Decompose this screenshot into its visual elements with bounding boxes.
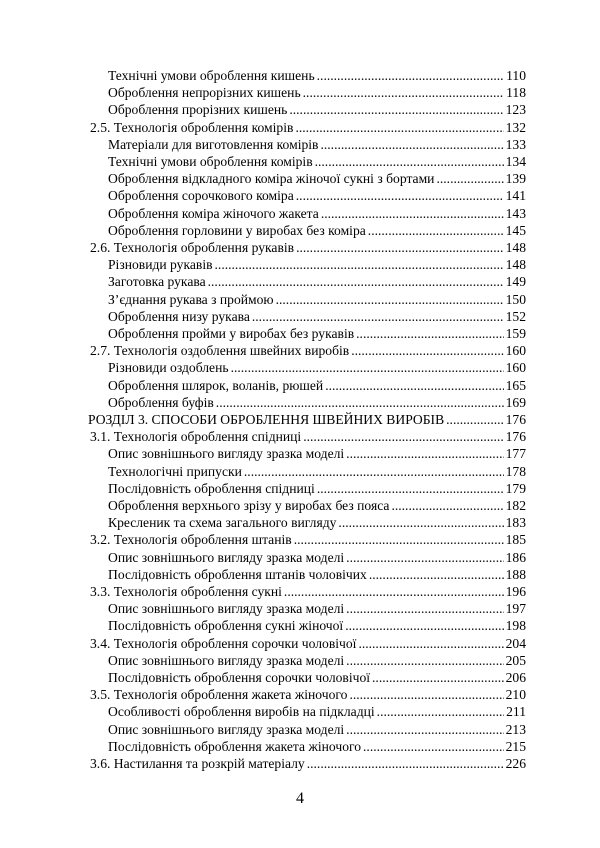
dot-leader — [436, 170, 503, 187]
toc-entry-page: 215 — [505, 738, 526, 754]
toc-entry — [108, 170, 526, 187]
toc-entry-page: 160 — [505, 343, 526, 359]
toc-entry-title: Опис зовнішнього вигляду зразка моделі — [108, 721, 345, 737]
toc-entry — [108, 84, 526, 101]
toc-entry-title: Заготовка рукава — [108, 274, 206, 290]
dot-leader — [325, 377, 503, 394]
toc-entry-title: Оброблення верхнього зрізу у виробах без пояса — [108, 498, 390, 513]
dot-leader — [317, 67, 504, 84]
dot-leader — [346, 549, 503, 566]
dot-leader — [346, 721, 503, 738]
dot-leader — [346, 600, 503, 617]
toc-entry — [90, 686, 526, 703]
toc-entry-title: Послідовність оброблення сорочки чоловічої — [108, 670, 371, 685]
toc-entry — [108, 721, 526, 738]
toc-entry-title: 2.5. Технологія оброблення комірів — [90, 119, 294, 135]
toc-entry-page: 118 — [506, 85, 526, 101]
toc-entry — [108, 101, 526, 118]
toc-entry — [108, 566, 526, 583]
toc-entry — [108, 514, 526, 531]
toc-entry — [108, 256, 526, 273]
dot-leader — [231, 359, 504, 376]
toc-entry — [108, 600, 526, 617]
toc-entry-title: Кресленик та схема загального вигляду — [108, 515, 337, 531]
dot-leader — [369, 566, 504, 583]
toc-entry — [108, 549, 526, 566]
toc-entry-page: 159 — [505, 326, 526, 341]
dot-leader — [377, 703, 504, 720]
toc-entry-page: 110 — [506, 68, 526, 83]
dot-leader — [321, 205, 504, 222]
toc-entry-title: 3.4. Технологія оброблення сорочки чоловічої — [90, 635, 357, 651]
dot-leader — [345, 617, 503, 634]
toc-entry-title: Особливості оброблення виробів на підкладці — [108, 704, 375, 720]
dot-leader — [363, 738, 504, 755]
toc-entry — [108, 377, 526, 394]
toc-entry-page: 182 — [505, 498, 526, 513]
toc-entry-title: Оброблення відкладного коміра жіночої сукні з бортами — [108, 171, 435, 187]
toc-entry — [108, 136, 526, 153]
toc-entry-page: 165 — [505, 377, 526, 393]
toc-entry-page: 206 — [505, 670, 526, 685]
toc-entry-page: 213 — [505, 721, 526, 737]
toc-entry-page: 145 — [505, 222, 526, 238]
toc-entry — [90, 635, 526, 652]
toc-entry-page: 183 — [505, 515, 526, 531]
dot-leader — [307, 755, 504, 772]
toc-entry-title: Послідовність оброблення штанів чоловічих — [108, 566, 367, 582]
dot-leader — [391, 497, 503, 514]
toc-entry-title: Опис зовнішнього вигляду зразка моделі — [108, 601, 345, 617]
dot-leader — [446, 411, 503, 428]
dot-leader — [315, 153, 504, 170]
page-number: 4 — [296, 790, 304, 807]
toc-entry-page: 179 — [505, 480, 526, 496]
toc-entry-page: 205 — [505, 652, 526, 668]
toc-entry — [108, 497, 526, 514]
toc-entry — [90, 239, 526, 256]
toc-entry — [108, 153, 526, 170]
toc-entry — [108, 67, 526, 84]
toc-entry — [108, 205, 526, 222]
toc-entry — [90, 428, 526, 445]
toc-entry-title: Матеріали для виготовлення комірів — [108, 136, 319, 152]
toc-entry-page: 226 — [505, 756, 526, 771]
toc-entry-page: 188 — [505, 566, 526, 582]
dot-leader — [289, 101, 503, 118]
dot-leader — [358, 635, 503, 652]
dot-leader — [303, 428, 503, 445]
toc-entry-page: 143 — [505, 205, 526, 221]
dot-leader — [346, 445, 503, 462]
toc-entry-page: 197 — [505, 601, 526, 617]
dot-leader — [296, 239, 504, 256]
toc-entry — [108, 308, 526, 325]
toc-entry — [108, 273, 526, 290]
toc-entry-page: 152 — [505, 308, 526, 324]
dot-leader — [295, 119, 503, 136]
toc-entry-title: РОЗДІЛ 3. СПОСОБИ ОБРОБЛЕННЯ ШВЕЙНИХ ВИРОБІВ — [88, 412, 445, 427]
toc-entry-page: 169 — [505, 394, 526, 410]
toc-entry-title: Послідовність оброблення сукні жіночої — [108, 618, 344, 634]
toc-entry — [90, 583, 526, 600]
toc-entry — [108, 617, 526, 634]
toc-entry-title: Оброблення непрорізних кишень — [108, 85, 301, 101]
toc-entry-title: Оброблення прорізних кишень — [108, 102, 288, 118]
toc-entry — [108, 652, 526, 669]
toc-entry-page: 185 — [505, 532, 526, 548]
toc-entry-page: 149 — [505, 274, 526, 290]
toc-entry — [108, 359, 526, 376]
toc-entry-title: 2.6. Технологія оброблення рукавів — [90, 240, 295, 255]
toc-entry-title: Оброблення сорочкового коміра — [108, 188, 294, 204]
toc-entry-page: 132 — [505, 119, 526, 135]
toc-entry-title: 3.5. Технологія оброблення жакета жіночого — [90, 687, 348, 703]
toc-entry-title: Оброблення коміра жіночого жакета — [108, 205, 319, 221]
dot-leader — [351, 342, 503, 359]
toc-entry-title: Оброблення шлярок, воланів, рюшей — [108, 377, 324, 393]
toc-entry-title: Технічні умови оброблення комірів — [108, 154, 313, 169]
toc-entry-title: Опис зовнішнього вигляду зразка моделі — [108, 446, 345, 462]
toc-entry-title: Послідовність оброблення спідниці — [108, 480, 315, 496]
toc-entry — [90, 119, 526, 136]
toc-entry — [90, 342, 526, 359]
toc-entry-page: 210 — [505, 687, 526, 703]
dot-leader — [346, 652, 503, 669]
toc-entry-page: 178 — [505, 463, 526, 479]
toc-entry-page: 186 — [505, 549, 526, 565]
toc-entry — [108, 445, 526, 462]
toc-entry-page: 176 — [505, 412, 526, 427]
toc-entry-title: Опис зовнішнього вигляду зразка моделі — [108, 549, 345, 565]
toc-entry-page: 148 — [505, 240, 526, 255]
dot-leader — [244, 463, 504, 480]
toc-entry — [108, 703, 526, 720]
toc-entry-title: Різновиди оздоблень — [108, 360, 229, 376]
dot-leader — [372, 669, 504, 686]
toc-entry-page: 139 — [505, 171, 526, 187]
toc-entry-page: 196 — [505, 584, 526, 599]
dot-leader — [349, 686, 503, 703]
toc-entry-title: Оброблення горловини у виробах без коміра — [108, 222, 366, 238]
dot-leader — [296, 187, 504, 204]
toc-entry — [108, 463, 526, 480]
dot-leader — [294, 531, 504, 548]
toc-entry-page: 176 — [505, 429, 526, 445]
toc-entry-page: 134 — [505, 154, 526, 169]
toc-entry-page: 160 — [505, 360, 526, 376]
toc-entry-page: 204 — [505, 635, 526, 651]
dot-leader — [320, 136, 503, 153]
toc-entry-title: Послідовність оброблення жакета жіночого — [108, 738, 362, 754]
toc-entry-title: Технологічні припуски — [108, 463, 242, 479]
toc-entry — [108, 480, 526, 497]
toc-entry-page: 150 — [505, 291, 526, 307]
dot-leader — [208, 273, 504, 290]
toc-entry-title: 2.7. Технологія оздоблення швейних виробів — [90, 343, 350, 359]
toc-entry-page: 141 — [505, 188, 526, 204]
toc-entry-title: Оброблення пройми у виробах без рукавів — [108, 326, 355, 341]
toc-entry-title: Оброблення буфів — [108, 394, 214, 410]
toc-entry-title: Різновиди рукавів — [108, 257, 213, 273]
toc-entry — [108, 222, 526, 239]
dot-leader — [276, 291, 504, 308]
toc-entry-title: 3.2. Технологія оброблення штанів — [90, 532, 292, 548]
toc-entry-title: З’єднання рукава з проймою — [108, 291, 274, 307]
toc-entry — [90, 531, 526, 548]
dot-leader — [284, 583, 504, 600]
toc-entry-page: 198 — [505, 618, 526, 634]
toc-entry-page: 123 — [505, 102, 526, 118]
toc-entry-title: 3.3. Технологія оброблення сукні — [90, 584, 282, 599]
toc-entry-page: 211 — [506, 704, 526, 720]
toc-entry-page: 177 — [505, 446, 526, 462]
toc-entry — [108, 394, 526, 411]
dot-leader — [317, 480, 504, 497]
toc-entry-page: 133 — [505, 136, 526, 152]
toc-entry — [108, 325, 526, 342]
dot-leader — [368, 222, 504, 239]
toc-entry — [90, 755, 526, 772]
dot-leader — [252, 308, 504, 325]
toc-entry — [108, 738, 526, 755]
dot-leader — [338, 514, 503, 531]
toc-entry-title: Оброблення низу рукава — [108, 308, 250, 324]
dot-leader — [356, 325, 503, 342]
toc-entry-page: 148 — [505, 257, 526, 273]
dot-leader — [303, 84, 504, 101]
toc-entry — [108, 187, 526, 204]
toc-entry-title: 3.6. Настилання та розкрій матеріалу — [90, 756, 305, 771]
toc-entry — [108, 669, 526, 686]
toc-entry — [88, 411, 526, 428]
toc-entry-title: Опис зовнішнього вигляду зразка моделі — [108, 652, 345, 668]
dot-leader — [215, 256, 504, 273]
toc-entry-title: 3.1. Технологія оброблення спідниці — [90, 429, 302, 445]
toc-entry — [108, 291, 526, 308]
dot-leader — [216, 394, 504, 411]
toc-entry-title: Технічні умови оброблення кишень — [108, 68, 315, 83]
